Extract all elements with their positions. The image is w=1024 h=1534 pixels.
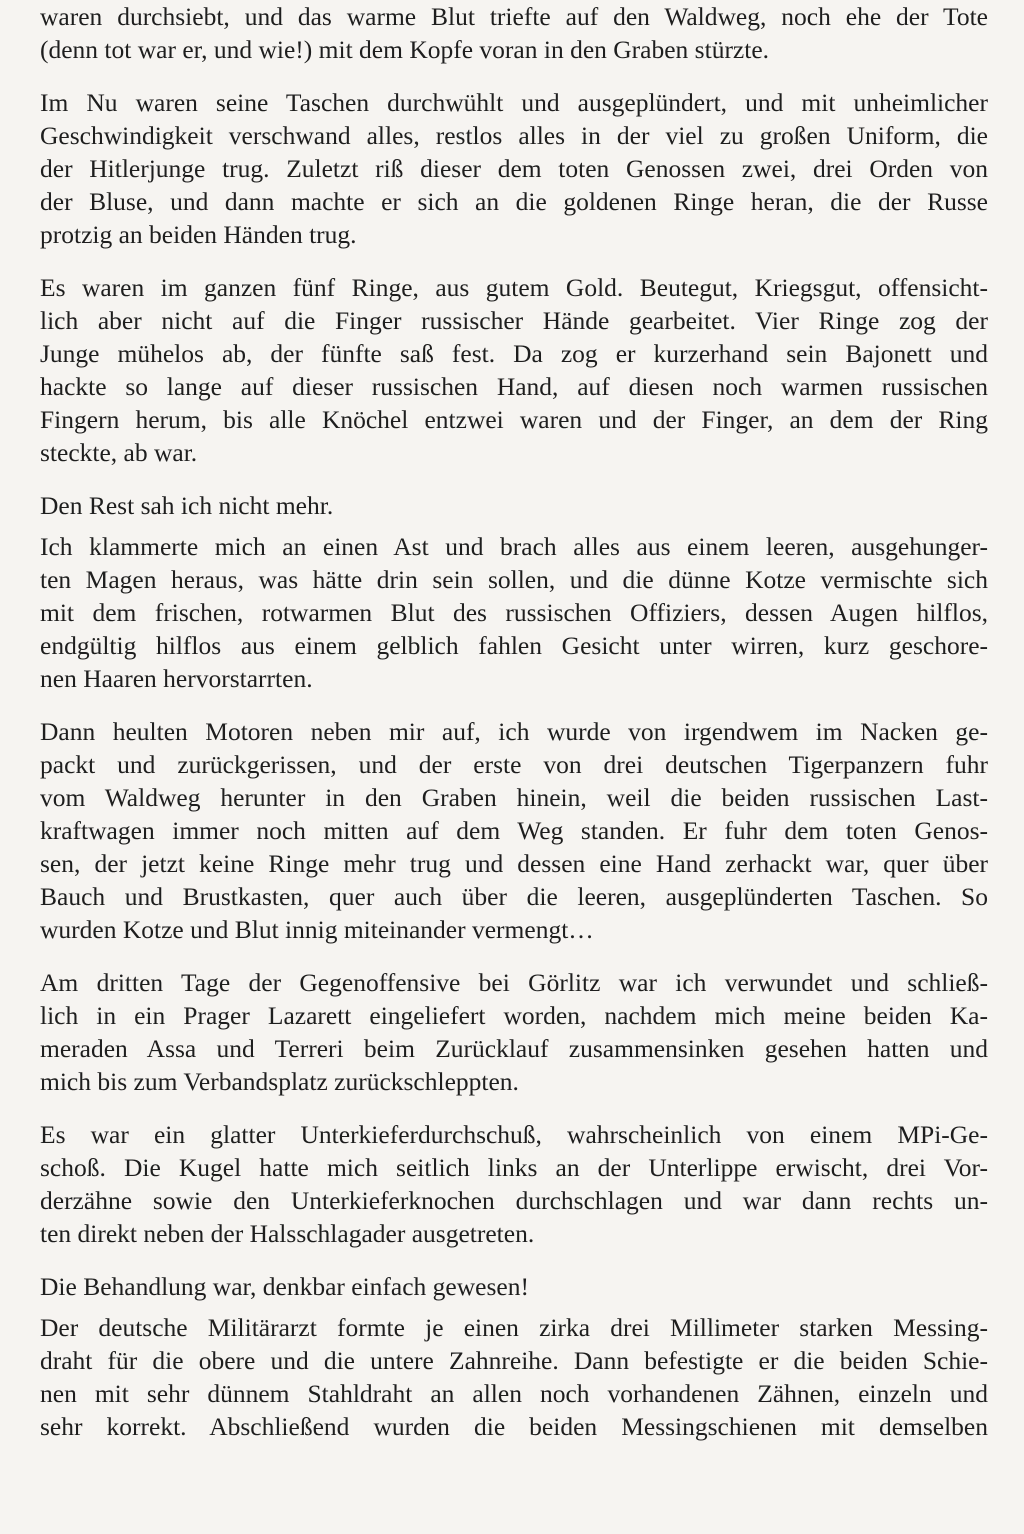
text-line: packt und zurückgerissen, und der erste von drei deutschen Tigerpanzern fuhr [40,750,988,779]
text-line: sehr korrekt. Abschließend wurden die beiden Messingschienen mit demselben [40,1412,988,1441]
text-line: der Bluse, und dann machte er sich an die goldenen Ringe heran, die der Russe [40,187,988,216]
text-line: Dann heulten Motoren neben mir auf, ich wurde von irgendwem im Nacken ge- [40,717,988,746]
text-line: nen Haaren hervorstarrten. [40,664,313,693]
text-line: Im Nu waren seine Taschen durchwühlt und ausgeplündert, und mit unheimlicher [40,88,988,117]
text-line: Ich klammerte mich an einen Ast und brach alles aus einem leeren, ausgehunger- [40,532,988,561]
text-line: endgültig hilflos aus einem gelblich fahlen Gesicht unter wirren, kurz geschore- [40,631,988,660]
paragraph [40,0,988,66]
text-line: hackte so lange auf dieser russischen Hand, auf diesen noch warmen russischen [40,372,988,401]
text-line: Der deutsche Militärarzt formte je einen zirka drei Millimeter starken Messing- [40,1313,988,1342]
text-line: nen mit sehr dünnem Stahldraht an allen noch vorhandenen Zähnen, einzeln und [40,1379,988,1408]
text-line: Die Behandlung war, denkbar einfach gewesen! [40,1272,529,1301]
paragraph [40,86,988,251]
paragraph [40,715,988,946]
book-page [40,0,988,1463]
text-line: mit dem frischen, rotwarmen Blut des russischen Offiziers, dessen Augen hilflos, [40,598,988,627]
text-line: draht für die obere und die untere Zahnreihe. Dann befestigte er die beiden Schie- [40,1346,988,1375]
text-line: lich in ein Prager Lazarett eingeliefert worden, nachdem mich meine beiden Ka- [40,1001,988,1030]
text-line: Es waren im ganzen fünf Ringe, aus gutem Gold. Beutegut, Kriegsgut, offensicht- [40,273,988,302]
text-line: ten direkt neben der Halsschlagader ausgetreten. [40,1219,535,1248]
text-line: meraden Assa und Terreri beim Zurücklauf zusammensinken gesehen hatten und [40,1034,988,1063]
text-line: Geschwindigkeit verschwand alles, restlos alles in der viel zu großen Uniform, die [40,121,988,150]
paragraph [40,966,988,1098]
text-line: steckte, ab war. [40,438,198,467]
paragraph [40,271,988,469]
text-line: vom Waldweg herunter in den Graben hinein, weil die beiden russischen Last- [40,783,988,812]
text-line: waren durchsiebt, und das warme Blut triefte auf den Waldweg, noch ehe der Tote [40,2,988,31]
text-line: wurden Kotze und Blut innig miteinander vermengt… [40,915,594,944]
text-line: schoß. Die Kugel hatte mich seitlich links an der Unterlippe erwischt, drei Vor- [40,1153,988,1182]
paragraph [40,1118,988,1250]
text-line: Junge mühelos ab, der fünfte saß fest. Da zog er kurzerhand sein Bajonett und [40,339,988,368]
text-line: kraftwagen immer noch mitten auf dem Weg standen. Er fuhr dem toten Genos- [40,816,988,845]
paragraph [40,1311,988,1443]
text-line: der Hitlerjunge trug. Zuletzt riß dieser dem toten Genossen zwei, drei Orden von [40,154,988,183]
text-line: mich bis zum Verbandsplatz zurückschleppten. [40,1067,519,1096]
text-line: lich aber nicht auf die Finger russischer Hände gearbeitet. Vier Ringe zog der [40,306,988,335]
text-line: derzähne sowie den Unterkieferknochen durchschlagen und war dann rechts un- [40,1186,988,1215]
paragraph [40,1270,988,1303]
paragraph [40,489,988,522]
text-line: Am dritten Tage der Gegenoffensive bei Görlitz war ich verwundet und schließ- [40,968,988,997]
text-line: Es war ein glatter Unterkieferdurchschuß, wahrscheinlich von einem MPi-Ge- [40,1120,988,1149]
paragraph [40,530,988,695]
text-line: protzig an beiden Händen trug. [40,220,357,249]
text-line: Bauch und Brustkasten, quer auch über die leeren, ausgeplünderten Taschen. So [40,882,988,911]
text-line: (denn tot war er, und wie!) mit dem Kopfe voran in den Graben stürzte. [40,35,770,64]
text-line: ten Magen heraus, was hätte drin sein sollen, und die dünne Kotze vermischte sich [40,565,988,594]
text-line: sen, der jetzt keine Ringe mehr trug und dessen eine Hand zerhackt war, quer über [40,849,988,878]
text-line: Den Rest sah ich nicht mehr. [40,491,334,520]
text-line: Fingern herum, bis alle Knöchel entzwei waren und der Finger, an dem der Ring [40,405,988,434]
